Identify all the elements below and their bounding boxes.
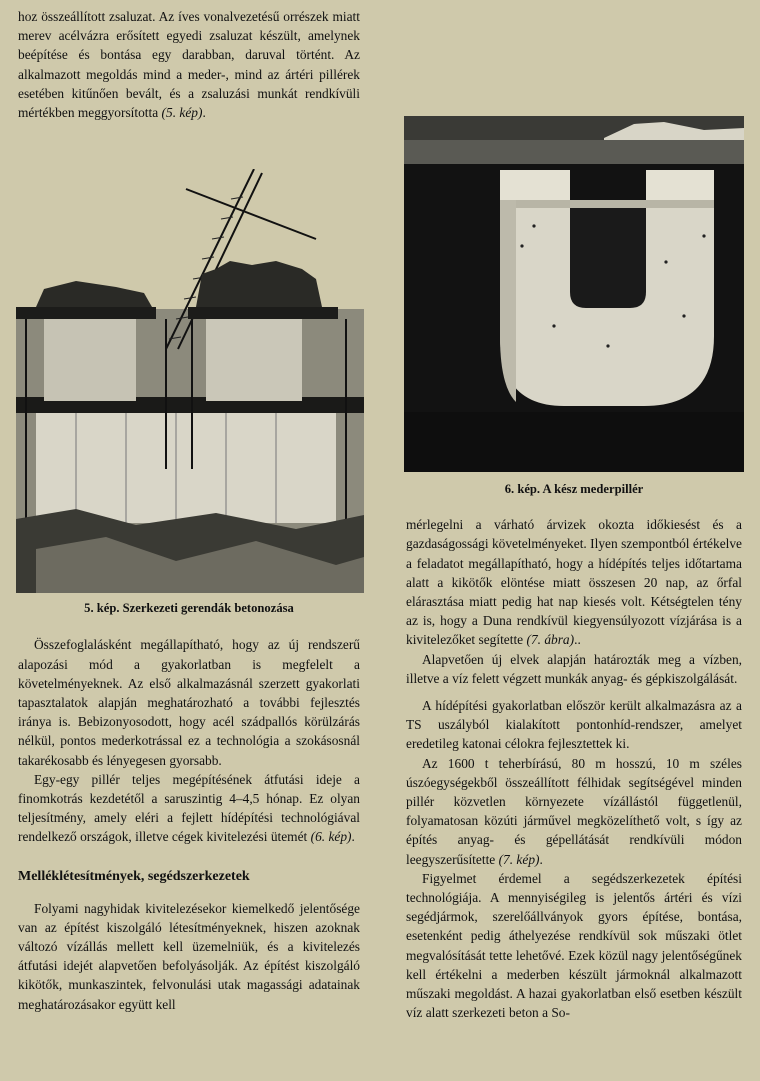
capacity-paragraph: Az 1600 t teherbírású, 80 m hosszú, 10 m széles úszóegységekből összeállított félhidak segítségével minden pillér közvetlen környezete vízállástól függetlenül, folyamatosan közúti járművel megközelíthető volt, s így az építés anyag- és gépellátását rendkívüli módon leegyszerűsítette (7. kép). (406, 755, 742, 867)
figure-caption: 5. kép. Szerkezeti gerendák betonozása (84, 601, 294, 616)
right-column (406, 0, 742, 1022)
facilities-paragraph: Folyami nagyhidak kivitelezésekor kiemelkedő jelentősége van az építést kiszolgáló létesítményeknek, hiszen azoknak változó vízállás mellett kell üzemelniük, és a kivitelezés átfutási idejét alapvetően befolyásolják. Az építést kiszolgáló kikötők, munkaszintek, felvonulási utak magassági adatainak meghatározásakor együtt kell (18, 900, 360, 1012)
principles-paragraph: Alapvetően új elvek alapján határozták meg a vízben, illetve a víz felett végzett munkák anyag- és gépkiszolgálását. (406, 651, 742, 686)
figure-reference: (5. kép) (161, 105, 203, 121)
finished-pier-photo (404, 116, 744, 472)
figure-reference: (7. kép) (498, 851, 540, 867)
weigh-paragraph: mérlegelni a várható árvizek okozta időkiesést és a gazdaságossági követelményeket. Ilyen szempontból értékelve a feladatot megállapítható, hogy a hídépítés teljes időtartama alatt a kikötők elöntése miatt összesen 20 nap, az őrfal elárasztása miatt pedig hat nap kiesés volt. Kétségtelen tény az is, hogy a Duna rendkívül kiegyensúlyozott vízjárása is a kivitelezőket segítette (7. ábra).. (406, 517, 742, 648)
auxiliary-paragraph: Figyelmet érdemel a segédszerkezetek építési technológiája. A mennyiségileg is jelentős ártéri és vízi segédjármok, szerelőállványok gyors építése, bontása, esetenként pedig áthelyezése rendkívül sok műszaki ötlet megvalósítását tette lehetővé. Ezek közül nagy jelentőségűnek kell értékelni a mederben készült jármoknál alkalmazott műszaki megoldást. A hazai gyakorlatban első esetben készült víz alatt szerkezeti beton a So- (406, 870, 742, 1021)
summary-paragraph: Összefoglalásként megállapítható, hogy az új rendszerű alapozási mód a gyakorlatban is megfelelt a követelményeknek. Az első alkalmazásnál szerzett gyakorlati tapasztalatok alapján meghatározható a további fejlesztés iránya is. Bebizonyosodott, hogy acél szádpallós körülzárás nélkül, pontos mederkotrással ez a technológia a szokásosnál takarékosabb és lényegesen gyorsabb. (18, 637, 360, 768)
figure-reference: (7. ábra) (526, 632, 575, 648)
left-column (18, 0, 360, 1014)
figure-caption: 6. kép. A kész mederpillér (504, 482, 644, 496)
pontoon-paragraph: A hídépítési gyakorlatban először került alkalmazásra az a TS uszályból kialakított pontonhíd-rendszer, amelyet eredetileg katonai célokra fejlesztettek ki. (406, 698, 742, 752)
intro-paragraph: hoz összeállított zsaluzat. Az íves vonalvezetésű orrészek miatt merev acélvázra erősített egyedi zsaluzat készült, amelynek beépítése és bontása egy darabban, daruval történt. Az alkalmazott megoldás mind a meder-, mind az ártéri pillérek esetében kitűnően bevált, és a zsaluzási munkát rendkívüli mértékben meggyorsította (5. kép). (18, 9, 360, 121)
figure-reference: (6. kép) (310, 829, 352, 845)
pier-duration-paragraph: Egy-egy pillér teljes megépítésének átfutási ideje a finomkotrás kezdetétől a saruszintig 4–4,5 hónap. Ez olyan teljesítmény, amely eléri a fejlett hídépítési technológiával rendelkező országok, illetve cégek kivitelezési ütemét (6. kép). (18, 771, 360, 845)
construction-photo (16, 169, 364, 593)
section-heading: Melléklétesítmények, segédszerkezetek (18, 868, 250, 884)
